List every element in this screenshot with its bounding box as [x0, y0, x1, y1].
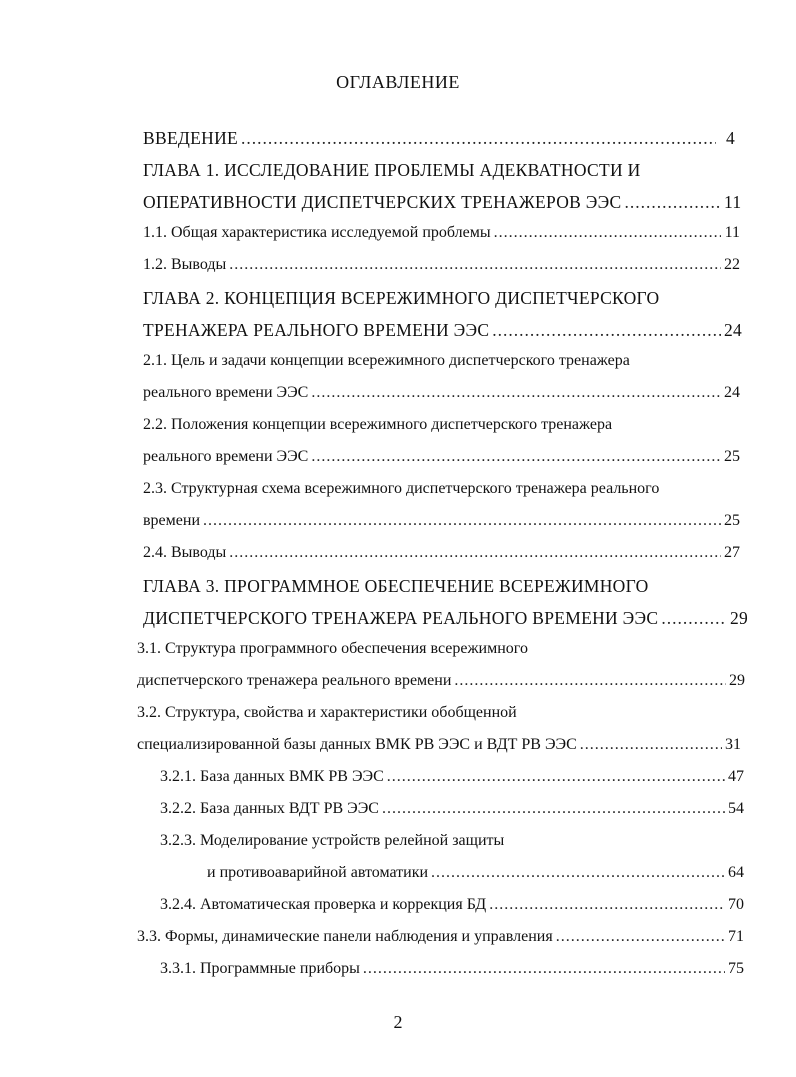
toc-entry-text: 3.2.3. Моделирование устройств релейной защиты [160, 832, 505, 849]
toc-entry-text: 2.3. Структурная схема всережимного диспетчерского тренажера реального [143, 480, 660, 497]
toc-entry-text: ГЛАВА 3. ПРОГРАММНОЕ ОБЕСПЕЧЕНИЕ ВСЕРЕЖИМНОГО [143, 576, 649, 596]
toc-page-number: 31 [725, 736, 741, 753]
toc-page-number: 24 [724, 320, 743, 340]
toc-entry-3-2-4[interactable] [160, 896, 744, 926]
toc-leader-dots [492, 320, 721, 341]
toc-leader-dots [580, 736, 722, 754]
toc-page-number: 11 [724, 224, 740, 241]
toc-entry-text: реального времени ЭЭС [143, 448, 309, 465]
page-number-footer: 2 [393, 1012, 403, 1032]
toc-page-number: 11 [724, 192, 742, 212]
toc-leader-dots [382, 800, 725, 818]
toc-entry-text: 2.1. Цель и задачи концепции всережимного диспетчерского тренажера [143, 352, 630, 369]
toc-entry-3-3[interactable] [137, 928, 744, 958]
toc-entry-2-2[interactable] [143, 416, 743, 446]
toc-leader-dots [363, 960, 725, 978]
toc-leader-dots [431, 864, 725, 882]
toc-leader-dots [454, 672, 726, 690]
toc-page-number: 4 [725, 128, 735, 148]
toc-leader-dots [229, 256, 721, 274]
toc-entry-1-1[interactable] [143, 224, 740, 254]
toc-leader-dots [624, 192, 721, 213]
toc-entry-text: 1.2. Выводы [143, 256, 227, 273]
toc-page-number: 29 [729, 672, 745, 689]
toc-entry-text: 3.2.1. База данных ВМК РВ ЭЭС [160, 768, 384, 785]
toc-leader-dots [241, 128, 716, 149]
toc-leader-dots [203, 512, 721, 530]
toc-page-number: 70 [728, 896, 744, 913]
toc-entry-chapter-1-cont[interactable] [143, 192, 740, 222]
toc-entry-text: 3.2. Структура, свойства и характеристики обобщенной [137, 704, 517, 721]
toc-leader-dots [489, 896, 725, 914]
toc-entry-text: реального времени ЭЭС [143, 384, 309, 401]
toc-entry-text: 1.1. Общая характеристика исследуемой проблемы [143, 224, 491, 241]
toc-entry-2-3[interactable] [143, 480, 753, 510]
toc-entry-text: диспетчерского тренажера реального времени [137, 672, 452, 689]
toc-page-number: 71 [728, 928, 744, 945]
toc-entry-text: ТРЕНАЖЕРА РЕАЛЬНОГО ВРЕМЕНИ ЭЭС [143, 320, 490, 340]
toc-entry-1-2[interactable] [143, 256, 740, 286]
toc-entry-3-2-3[interactable] [160, 832, 740, 862]
toc-entry-3-2-cont[interactable] [137, 736, 741, 766]
toc-leader-dots [387, 768, 725, 786]
toc-entry-chapter-3-cont[interactable] [143, 608, 749, 638]
toc-entry-chapter-3[interactable] [143, 576, 743, 606]
toc-entry-text: ВВЕДЕНИЕ [143, 128, 239, 148]
toc-entry-text: ГЛАВА 2. КОНЦЕПЦИЯ ВСЕРЕЖИМНОГО ДИСПЕТЧЕРСКОГО [143, 288, 660, 308]
toc-entry-3-3-1[interactable] [160, 960, 744, 990]
toc-entry-text: и противоаварийной автоматики [207, 864, 429, 881]
toc-page-number: 47 [728, 768, 744, 785]
toc-entry-chapter-2-cont[interactable] [143, 320, 743, 350]
toc-leader-dots [311, 384, 721, 402]
toc-entry-text: 3.1. Структура программного обеспечения всережимного [137, 640, 528, 657]
toc-entry-text: специализированной базы данных ВМК РВ ЭЭС и ВДТ РВ ЭЭС [137, 736, 577, 753]
toc-entry-3-1-cont[interactable] [137, 672, 745, 702]
toc-entry-text: 3.2.2. База данных ВДТ РВ ЭЭС [160, 800, 379, 817]
toc-title: ОГЛАВЛЕНИЕ [336, 72, 460, 92]
toc-leader-dots [229, 544, 721, 562]
toc-leader-dots [494, 224, 721, 242]
toc-entry-text: ДИСПЕТЧЕРСКОГО ТРЕНАЖЕРА РЕАЛЬНОГО ВРЕМЕНИ ЭЭС [143, 608, 659, 628]
toc-page-number: 24 [724, 384, 740, 401]
toc-entry-intro[interactable] [143, 128, 735, 158]
toc-entry-3-2-1[interactable] [160, 768, 744, 798]
toc-entry-chapter-2[interactable] [143, 288, 743, 318]
toc-entry-2-1-cont[interactable] [143, 384, 740, 414]
toc-entry-2-4[interactable] [143, 544, 740, 574]
toc-entry-3-2-3-cont[interactable] [207, 864, 744, 894]
toc-entry-text: 3.3.1. Программные приборы [160, 960, 360, 977]
toc-page-number: 75 [728, 960, 744, 977]
toc-page-number: 54 [728, 800, 744, 817]
toc-entry-text: 3.3. Формы, динамические панели наблюдения и управления [137, 928, 553, 945]
toc-entry-2-1[interactable] [143, 352, 743, 382]
toc-entry-3-2-2[interactable] [160, 800, 744, 830]
toc-entry-text: ОПЕРАТИВНОСТИ ДИСПЕТЧЕРСКИХ ТРЕНАЖЕРОВ ЭЭС [143, 192, 622, 212]
toc-page-number: 29 [730, 608, 749, 628]
toc-page-number: 22 [724, 256, 740, 273]
toc-page-number: 64 [728, 864, 744, 881]
toc-leader-dots [556, 928, 725, 946]
toc-leader-dots [661, 608, 727, 629]
toc-page-number: 25 [724, 512, 740, 529]
toc-entry-text: ГЛАВА 1. ИССЛЕДОВАНИЕ ПРОБЛЕМЫ АДЕКВАТНОСТИ И [143, 160, 641, 180]
toc-entry-3-2[interactable] [137, 704, 737, 734]
toc-entry-2-3-cont[interactable] [143, 512, 740, 542]
toc-entry-text: времени [143, 512, 201, 529]
toc-entry-text: 2.2. Положения концепции всережимного диспетчерского тренажера [143, 416, 613, 433]
toc-page-number: 25 [724, 448, 740, 465]
toc-entry-2-2-cont[interactable] [143, 448, 740, 478]
toc-entry-text: 3.2.4. Автоматическая проверка и коррекция БД [160, 896, 487, 913]
toc-entry-3-1[interactable] [137, 640, 737, 670]
toc-entry-chapter-1[interactable] [143, 160, 743, 190]
toc-leader-dots [311, 448, 721, 466]
toc-entry-text: 2.4. Выводы [143, 544, 227, 561]
toc-page-number: 27 [724, 544, 740, 561]
